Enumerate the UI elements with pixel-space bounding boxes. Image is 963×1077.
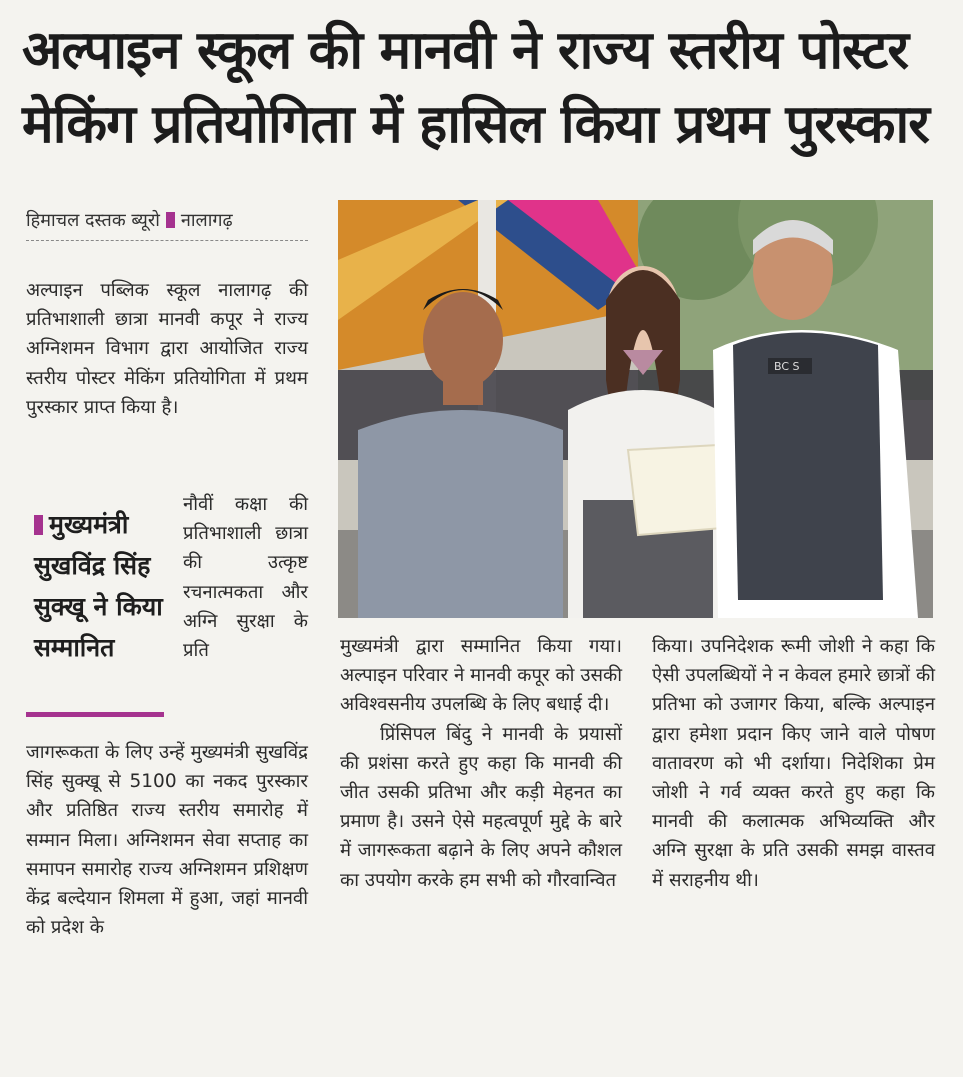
- column-3: [652, 632, 935, 895]
- byline-separator: [166, 212, 175, 228]
- photo-banner-text: BC S: [774, 360, 800, 373]
- news-photo: [338, 200, 933, 618]
- article-paragraph: मुख्यमंत्री द्वारा सम्मानित किया गया। अल्पाइन परिवार ने मानवी कपूर को उसकी अविश्वसनीय उपलब्धि के लिए बधाई दी।: [340, 636, 622, 716]
- headline-line-2: मेकिंग प्रतियोगिता में हासिल किया प्रथम पुरस्कार: [22, 94, 929, 155]
- column-1-narrow: [183, 490, 308, 665]
- article-paragraph: किया। उपनिदेशक रूमी जोशी ने कहा कि ऐसी उपलब्धियों ने न केवल हमारे छात्रों की प्रतिभा को उजागर किया, बल्कि अल्पाइन द्वारा हमेशा प्रदान किए जाने वाले पोषण वातावरण को भी दर्शाया। निदेशिका प्रेम जोशी ने गर्व व्यक्त करते हुए कहा कि मानवी की कलात्मक अभिव्यक्ति और अग्नि सुरक्षा के प्रति उसकी समझ वास्तव में सराहनीय थी।: [652, 636, 935, 891]
- article-paragraph: जागरूकता के लिए उन्हें मुख्यमंत्री सुखविंद्र सिंह सुक्खू से 5100 का नकद पुरस्कार और प्रतिष्ठित राज्य स्तरीय समारोह में सम्मान मिला। अग्निशमन सेवा सप्ताह का समापन समारोह राज्य अग्निशमन प्रशिक्षण केंद्र बल्देयान शिमला में हुआ, जहां मानवी को प्रदेश के: [26, 742, 308, 939]
- article-paragraph: अल्पाइन पब्लिक स्कूल नालागढ़ की प्रतिभाशाली छात्रा मानवी कपूर ने राज्य अग्निशमन विभाग द्वारा आयोजित राज्य स्तरीय पोस्टर मेकिंग प्रतियोगिता में प्रथम पुरस्कार प्राप्त किया है।: [26, 280, 308, 418]
- pull-quote-text: मुख्यमंत्री सुखविंद्र सिंह सुक्खू ने किया सम्मानित: [34, 510, 163, 662]
- article-paragraph: नौवीं कक्षा की प्रतिभाशाली छात्रा की उत्कृष्ट रचनात्मकता और अग्नि सुरक्षा के प्रति: [183, 494, 308, 662]
- byline-bureau: हिमाचल दस्तक ब्यूरो: [26, 210, 160, 231]
- pull-quote-marker: [34, 515, 43, 535]
- headline-line-1: अल्पाइन स्कूल की मानवी ने राज्य स्तरीय पोस्टर: [22, 20, 909, 81]
- column-1-continued: [26, 738, 308, 942]
- photo-illustration: [338, 200, 933, 618]
- byline: [26, 208, 308, 241]
- headline: [22, 14, 942, 162]
- byline-place: नालागढ़: [180, 210, 233, 231]
- article-paragraph: प्रिंसिपल बिंदु ने मानवी के प्रयासों की प्रशंसा करते हुए कहा कि मानवी की जीत उसकी प्रतिभा और कड़ी मेहनत का प्रमाण है। उसने ऐसे महत्वपूर्ण मुद्दे के बारे में जागरूकता बढ़ाने के लिए अपने कौशल का उपयोग करके हम सभी को गौरवान्वित: [340, 723, 622, 891]
- column-2: [340, 632, 622, 895]
- column-1-intro: [26, 276, 308, 422]
- pull-quote-rule: [26, 712, 164, 717]
- pull-quote: [34, 504, 174, 668]
